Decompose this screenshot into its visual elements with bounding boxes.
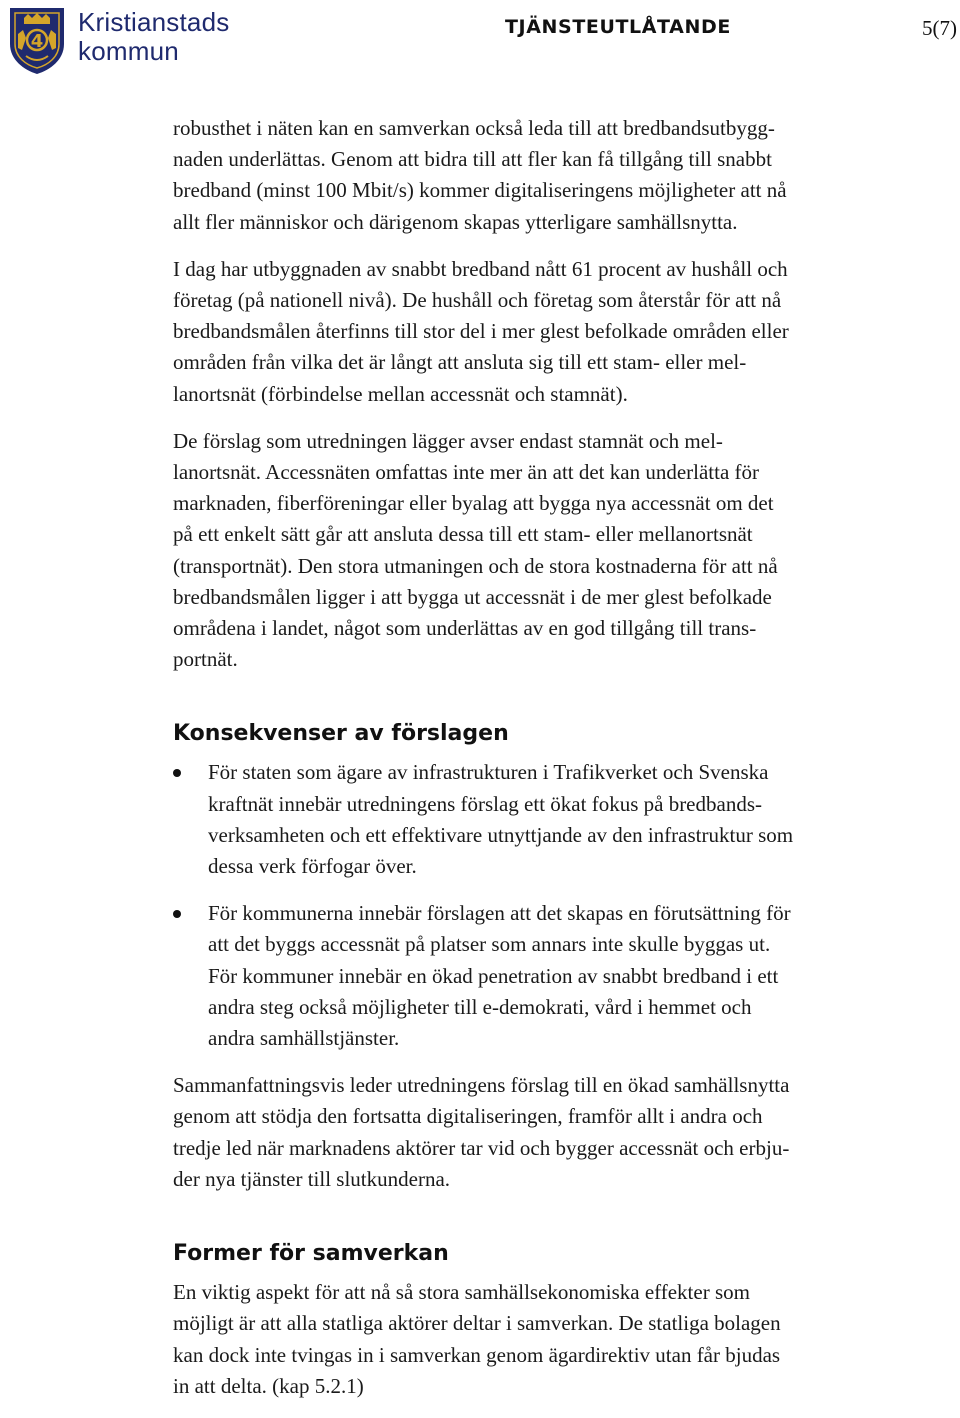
text-line: kraftnät innebär utredningens förslag ett ökat fokus på bredbands-: [208, 791, 762, 816]
text-line: För kommunerna innebär förslagen att det skapas en förutsättning för: [208, 901, 791, 926]
text-line: marknaden, fiberföreningar eller byalag att bygga nya accessnät om det: [173, 491, 774, 516]
text-line: Sammanfattningsvis leder utredningens förslag till en ökad samhällsnytta: [173, 1073, 790, 1098]
text-line: der nya tjänster till slutkunderna.: [173, 1166, 451, 1191]
paragraph: [173, 113, 873, 238]
paragraph: [173, 254, 873, 410]
list-item-text: [208, 757, 873, 882]
text-line: För kommuner innebär en ökad penetration av snabbt bredband i ett: [208, 963, 779, 988]
text-line: lanortsnät. Accessnäten omfattas inte mer än att det kan underlätta för: [173, 460, 760, 485]
organization-name-line2: kommun: [78, 36, 179, 66]
text-line: att det byggs accessnät på platser som annars inte skulle byggas ut.: [208, 932, 771, 957]
text-line: möjligt är att alla statliga aktörer deltar i samverkan. De statliga bolagen: [173, 1311, 781, 1336]
text-line: områdena i landet, något som underlättas av en god tillgång till trans-: [173, 616, 757, 641]
text-line: tredje led när marknadens aktörer tar vid och bygger accessnät och erbju-: [173, 1135, 790, 1160]
text-line: I dag har utbyggnaden av snabbt bredband nått 61 procent av hushåll och: [173, 256, 788, 281]
text-line: dessa verk förfogar över.: [208, 854, 417, 879]
bullet-icon: [173, 910, 181, 918]
text-line: områden från vilka det är långt att ansluta sig till ett stam- eller mel-: [173, 350, 747, 375]
text-line: För staten som ägare av infrastrukturen i Trafikverket och Svenska: [208, 760, 769, 785]
paragraph: [173, 1277, 873, 1402]
text-line: företag (på nationell nivå). De hushåll och företag som återstår för att nå: [173, 288, 782, 313]
section-heading: Konsekvenser av förslagen: [173, 721, 509, 747]
text-line: naden underlättas. Genom att bidra till att fler kan få tillgång till snabbt: [173, 147, 772, 172]
list-item: [173, 757, 873, 882]
text-line: allt fler människor och därigenom skapas ytterligare samhällsnytta.: [173, 209, 738, 234]
document-type: TJÄNSTEUTLÅTANDE: [505, 16, 731, 38]
paragraph: [173, 1070, 873, 1195]
section-heading: Former för samverkan: [173, 1241, 449, 1267]
text-line: på ett enkelt sätt går att ansluta dessa till ett stam- eller mellanortsnät: [173, 522, 753, 547]
svg-text:4: 4: [30, 31, 44, 52]
page-header: [0, 0, 960, 90]
text-line: genom att stödja den fortsatta digitaliseringen, framför allt i andra och: [173, 1104, 763, 1129]
bullet-icon: [173, 769, 181, 777]
text-line: lanortsnät (förbindelse mellan accessnät och stamnät).: [173, 381, 628, 406]
bullet-list: [173, 757, 873, 1054]
paragraph: [173, 426, 873, 676]
text-line: bredbandsmålen återfinns till stor del i mer glest befolkade områden eller: [173, 319, 789, 344]
text-line: De förslag som utredningen lägger avser endast stamnät och mel-: [173, 428, 723, 453]
text-line: verksamheten och ett effektivare utnyttjande av den infrastruktur som: [208, 822, 794, 847]
text-line: in att delta. (kap 5.2.1): [173, 1373, 364, 1398]
text-line: robusthet i näten kan en samverkan också leda till att bredbandsutbygg-: [173, 116, 775, 140]
text-line: kan dock inte tvingas in i samverkan genom ägardirektiv utan får bjudas: [173, 1342, 781, 1367]
list-item-text: [208, 898, 873, 1054]
document-body: [173, 113, 873, 1418]
organization-name-line1: Kristianstads: [78, 7, 230, 37]
list-item: [173, 898, 873, 1054]
text-line: portnät.: [173, 647, 238, 672]
coat-of-arms-logo: [6, 4, 68, 76]
text-line: andra samhällstjänster.: [208, 1026, 400, 1051]
text-line: bredbandsmålen ligger i att bygga ut accessnät i de mer glest befolkade: [173, 584, 772, 609]
text-line: (transportnät). Den stora utmaningen och de stora kostnaderna för att nå: [173, 553, 778, 578]
text-line: bredband (minst 100 Mbit/s) kommer digitaliseringens möjligheter att nå: [173, 178, 787, 203]
page-number: 5(7): [922, 16, 957, 40]
text-line: andra steg också möjligheter till e-demokrati, vård i hemmet och: [208, 994, 752, 1019]
text-line: En viktig aspekt för att nå så stora samhällsekonomiska effekter som: [173, 1280, 750, 1305]
organization-name: [78, 8, 229, 66]
